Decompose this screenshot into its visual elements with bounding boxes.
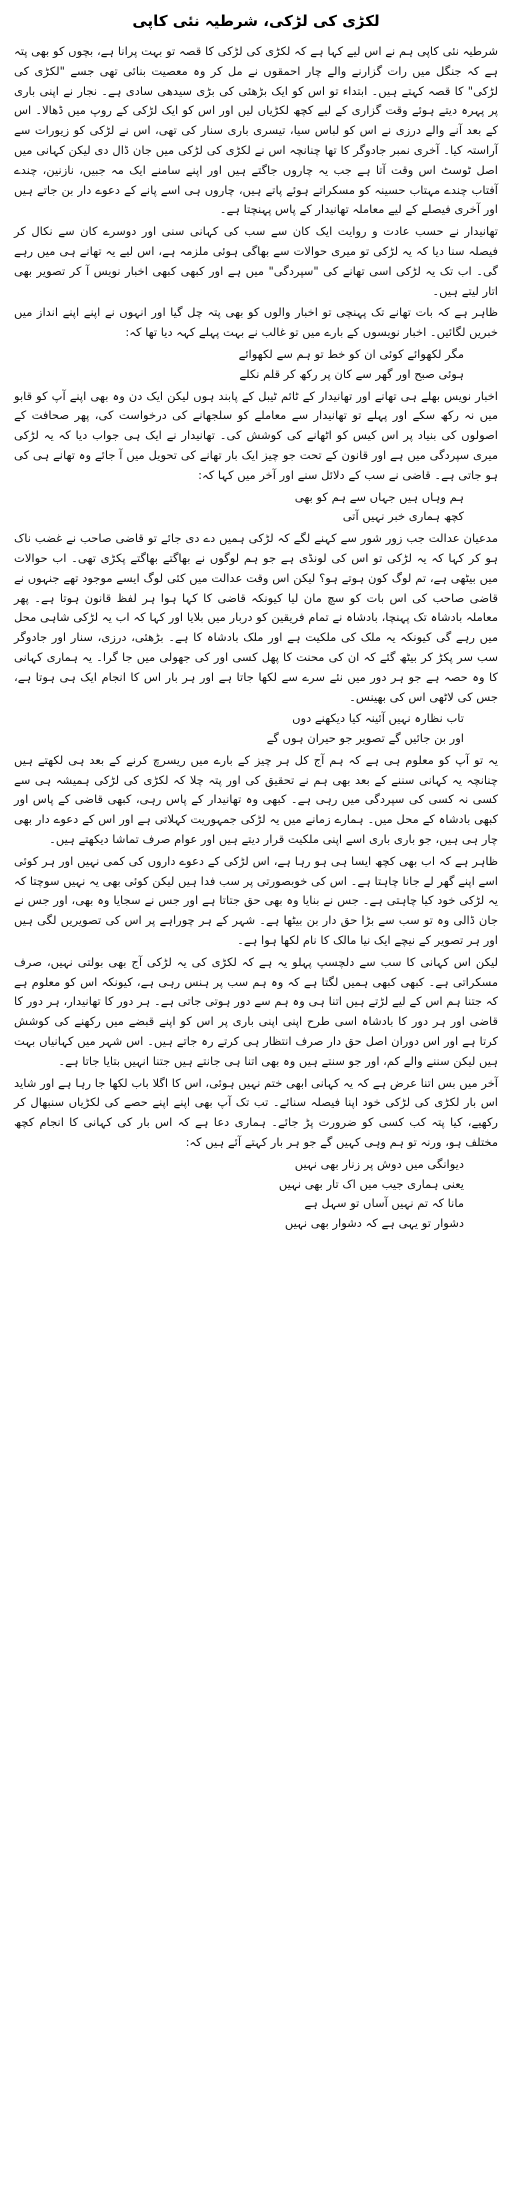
article-paragraph: لیکن اس کہانی کا سب سے دلچسپ پہلو یہ ہے کہ لکڑی کی یہ لڑکی آج بھی بولتی نہیں، صرف مسکراتی ہے۔ کبھی کبھی ہمیں لگتا ہے کہ وہ ہم سب پر ہنس رہی ہے، کیونکہ اس کو معلوم ہے کہ جتنا ہم اس کے لیے لڑتے ہیں اتنا ہی وہ ہم سے دور ہوتی جاتی ہے۔ ہر دور کا تھانیدار، ہر دور کا قاضی اور ہر دور کا بادشاہ اسی طرح اپنی اپنی باری پر اس کو اپنے قبضے میں رکھنے کی کوشش کرتا ہے اور اس دوران اصل حق دار صرف انتظار ہی کرتے رہ جاتے ہیں۔ اس شہر میں کہانیاں بہت ہیں لیکن سننے والے کم، اور جو سنتے ہیں وہ بھی اتنا ہی جانتے ہیں جتنا انہیں بتایا جاتا ہے۔ (14, 954, 498, 1068)
verse-block: مگر لکھوائے کوئی ان کو خط تو ہم سے لکھوائے ہوئی صبح اور گھر سے کان پر رکھ کر قلم نکلے (238, 346, 464, 381)
article-paragraph: اخبار نویس بھلے ہی تھانے اور تھانیدار کے ٹائم ٹیبل کے پابند ہوں لیکن ایک دن وہ بھی اپنے آپ کو قابو میں نہ رکھ سکے اور پہلے تو تھانیدار سے معاملے کو سلجھانے کی درخواست کی، پھر صحافت کے اصولوں کی بنیاد پر اس کیس کو اٹھانے کی کوشش کی۔ تھانیدار نے ایک ہی جواب دیا کہ یہ لڑکی میری سپردگی میں ہے اور قانون کے تحت جو چیز ایک بار تھانے کی تحویل میں آ جائے وہ تھانے ہی کی ہو جاتی ہے۔ قاضی نے سب کے دلائل سنے اور آخر میں کہا کہ: (14, 388, 498, 482)
verse-block: تاب نظارہ نہیں آئینہ کیا دیکھنے دوں اور بن جائیں گے تصویر جو حیران ہوں گے (266, 711, 464, 746)
article-paragraph: تھانیدار نے حسب عادت و روایت ایک کان سے سب کی کہانی سنی اور دوسرے کان سے نکال کر فیصلہ سنا دیا کہ یہ لڑکی تو میری حوالات سے بھاگی ہوئی ملزمہ ہے، اس لیے یہ تھانے ہی میں رہے گی۔ اب تک یہ لڑکی اسی تھانے کی "سپردگی" میں ہے اور کبھی کبھی اخبار نویس آ کر تصویر بھی اتار لیتے ہیں۔ (14, 224, 498, 298)
article-paragraph: شرطیہ نئی کاپی ہم نے اس لیے کہا ہے کہ لکڑی کی لڑکی کا قصہ تو بہت پرانا ہے، بچوں کو بھی پتہ ہے کہ جنگل میں رات گزارنے والے چار احمقوں نے مل کر وہ معصیت بنائی تھی جسے "لکڑی کی لڑکی" کا قصہ کہتے ہیں۔ ابتداء تو اس کو ایک بڑھئی کی بڑی سیدھی سادی ہے۔ نجار نے اپنی باری پر پہرہ دیتے ہوئے وقت گزاری کے لیے کچھ لکڑیاں لیں اور اس کو ایک لڑکی کے روپ میں ڈھالا۔ اس کے بعد آنے والے درزی نے اس کو لباس سیا، تیسری باری سنار کی تھی، اس نے لڑکی کو زیورات سے آراستہ کیا۔ آخری نمبر جادوگر کا تھا چنانچہ اس نے لکڑی کی لڑکی میں جان ڈال دی لیکن کہانی میں اصل ٹوسٹ اس وقت آتا ہے جب یہ چاروں جاگتے ہیں اور اپنے سامنے ایک مہ جبیں، نازنین، چندے آفتاب چندے مہتاب حسینہ کو مسکراتے ہوئے پاتے ہیں، چاروں ہی اسے پانے کے دعوے دار بن جاتے ہیں اور آخری فیصلے کے لیے معاملہ تھانیدار کے پاس پہنچتا ہے۔ (14, 44, 498, 217)
article-paragraph: یہ تو آپ کو معلوم ہی ہے کہ ہم آج کل ہر چیز کے بارے میں ریسرچ کرنے کے بعد ہی لکھتے ہیں چنانچہ یہ کہانی سننے کے بعد بھی ہم نے تحقیق کی اور پتہ چلا کہ لکڑی کی لڑکی ہمیشہ ہی سے کسی نہ کسی کی سپردگی میں رہی ہے۔ کبھی وہ تھانیدار کے پاس رہی، کبھی قاضی کے پاس اور کبھی بادشاہ کے محل میں۔ ہمارے زمانے میں یہ لڑکی جمہوریت کہلاتی ہے اور اس کے دعوے دار بھی چار ہی ہیں، جو باری باری اسے اپنی ملکیت قرار دیتے ہیں اور عوام صرف تماشا دیکھتے ہیں۔ (14, 752, 498, 847)
article-title: لکڑی کی لڑکی، شرطیہ نئی کاپی (132, 12, 380, 30)
verse-block: دیوانگی میں دوش پر زنار بھی نہیں یعنی ہماری جیب میں اک تار بھی نہیں مانا کہ تم نہیں آساں تو سہل ہے دشوار تو یہی ہے کہ دشوار بھی نہیں (278, 1156, 464, 1231)
article-paragraph: مدعیان عدالت جب زور شور سے کہنے لگے کہ لڑکی ہمیں دے دی جائے تو قاضی صاحب نے غضب ناک ہو کر کہا کہ یہ لڑکی تو اس کی لونڈی ہے جو ہم لوگوں نے بھاگتے بھاگتے پکڑی تھی۔ اب حوالات میں بیٹھی ہے، تم لوگ کون ہوتے ہو؟ لیکن اس وقت عدالت میں کئی لوگ ایسے موجود تھے جنہوں نے قاضی صاحب کی اس بات کو سچ مان لیا کیونکہ قاضی کا کہا ہوا ہر لفظ قانون ہوتا ہے۔ پھر معاملہ بادشاہ تک پہنچا، بادشاہ نے تمام فریقین کو دربار میں بلایا اور کہا کہ اب یہ لڑکی شاہی محل میں رہے گی کیونکہ یہ ملک کی ملکیت ہے اور ملک بادشاہ کا ہے۔ بڑھئی، درزی، سنار اور جادوگر سب سر پکڑ کر بیٹھ گئے کہ ان کی محنت کا پھل کسی اور کی جھولی میں جا گرا۔ یہ ہماری کہانی کا وہ حصہ ہے جو ہر دور میں نئے سرے سے لکھا جاتا ہے اور ہر بار اس کا انجام ایک ہی ہوتا ہے، جس کی لاٹھی اس کی بھینس۔ (14, 531, 498, 704)
article-paragraph: ظاہر ہے کہ اب بھی کچھ ایسا ہی ہو رہا ہے، اس لڑکی کے دعوے داروں کی کمی نہیں اور ہر کوئی اسے اپنے گھر لے جانا چاہتا ہے۔ اس کی خوبصورتی پر سب فدا ہیں لیکن کوئی بھی یہ نہیں سوچتا کہ یہ لڑکی خود کیا چاہتی ہے۔ جس نے بنایا وہ بھی حق جتاتا ہے اور جس نے سجایا وہ بھی، اور جس نے جان ڈالی وہ تو سب سے بڑا حق دار بن بیٹھا ہے۔ شہر کے ہر چوراہے پر اس کی تصویریں لگی ہیں اور ہر تصویر کے نیچے ایک نیا مالک کا نام لکھا ہوا ہے۔ (14, 853, 498, 948)
article-paragraph: آخر میں بس اتنا عرض ہے کہ یہ کہانی ابھی ختم نہیں ہوئی، اس کا اگلا باب لکھا جا رہا ہے اور شاید اس بار لکڑی کی لڑکی خود اپنا فیصلہ سنائے۔ تب تک آپ بھی اپنے اپنے حصے کی لکڑیاں سنبھال کر رکھیے، کیا پتہ کب کسی کو ضرورت پڑ جائے۔ ہماری دعا ہے کہ اس بار کی کہانی کا انجام کچھ مختلف ہو، ورنہ تو ہم وہی کہیں گے جو ہر بار کہتے آئے ہیں کہ: (14, 1075, 498, 1150)
article-paragraph: ظاہر ہے کہ بات تھانے تک پہنچی تو اخبار والوں کو بھی پتہ چل گیا اور انہوں نے اپنے اپنے انداز میں خبریں لگائیں۔ اخبار نویسوں کے بارے میں تو غالب نے بہت پہلے کہہ دیا تھا کہ: (14, 305, 498, 340)
verse-block: ہم وہاں ہیں جہاں سے ہم کو بھی کچھ ہماری خبر نہیں آتی (294, 489, 464, 524)
